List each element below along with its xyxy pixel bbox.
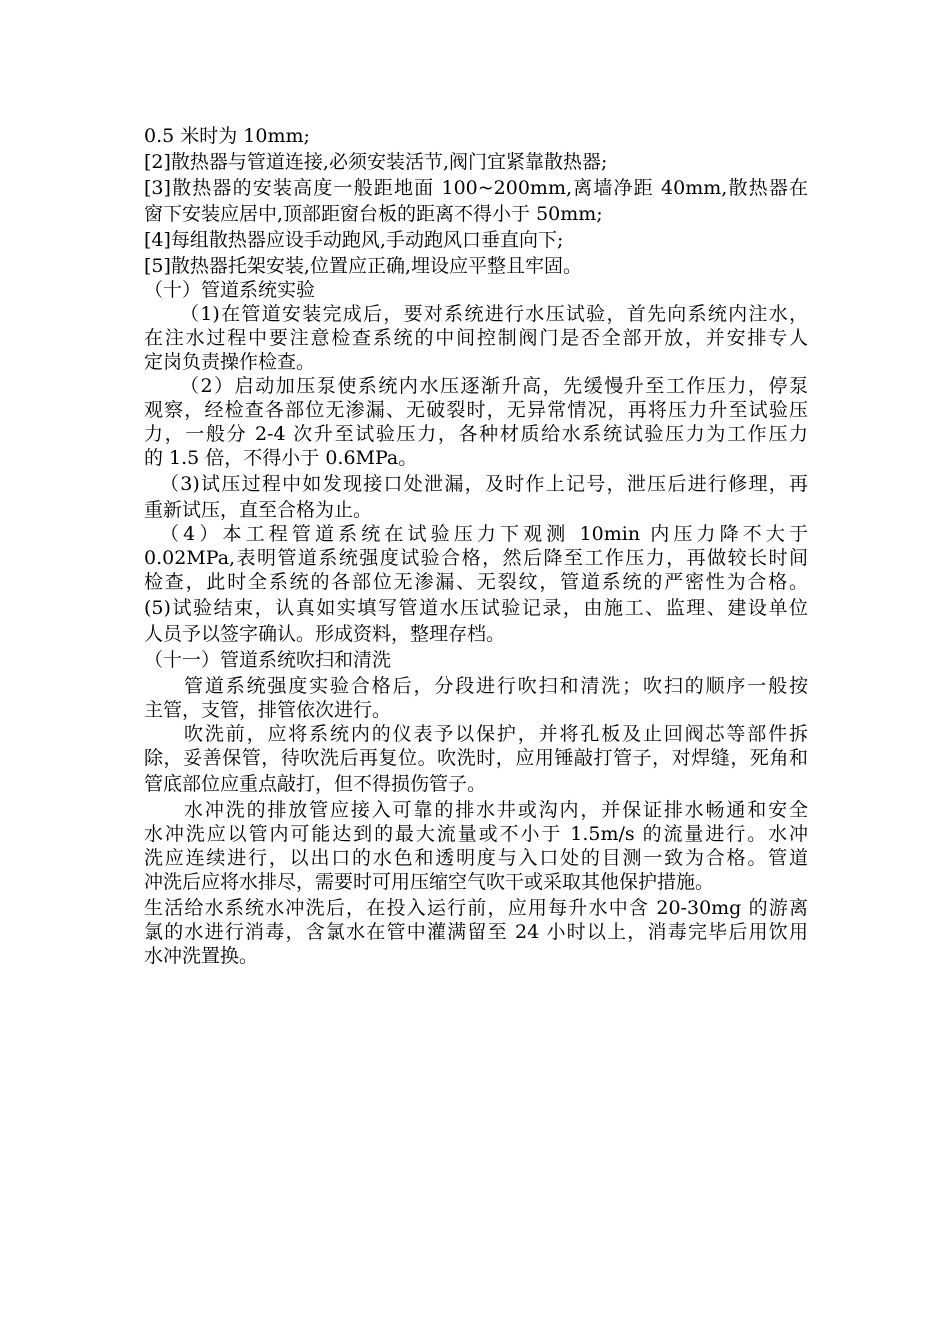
- text-line: 在注水过程中要注意检查系统的中间控制阀门是否全部开放，并安排专人: [144, 327, 808, 349]
- text-line: 力，一般分 2-4 次升至试验压力，各种材质给水系统试验压力为工作压力: [144, 423, 808, 445]
- text-line: 除，妥善保管，待吹洗后再复位。吹洗时，应用锤敲打管子，对焊缝，死角和: [144, 747, 808, 769]
- text-line: 0.5 米时为 10mm;: [144, 125, 310, 147]
- text-line: 冲洗后应将水排尽，需要时可用压缩空气吹干或采取其他保护措施。: [144, 871, 715, 893]
- text-line: 窗下安装应居中,顶部距窗台板的距离不得小于 50mm;: [144, 203, 603, 225]
- text-line: 吹洗前，应将系统内的仪表予以保护，并将孔板及止回阀芯等部件拆: [184, 723, 808, 745]
- text-line: [3]散热器的安装高度一般距地面 100~200mm,离墙净距 40mm,散热器在: [144, 177, 808, 199]
- text-line: （2）启动加压泵使系统内水压逐渐升高，先缓慢升至工作压力，停泵: [180, 375, 808, 397]
- text-line: 管底部位应重点敲打，但不得损伤管子。: [144, 773, 487, 795]
- text-line: 检查，此时全系统的各部位无渗漏、无裂纹，管道系统的严密性为合格。: [144, 571, 808, 593]
- text-line: 水冲洗应以管内可能达到的最大流量或不小于 1.5m/s 的流量进行。水冲: [144, 823, 808, 845]
- section-heading: （十）管道系统实验: [144, 279, 316, 301]
- text-line: [5]散热器托架安装,位置应正确,埋设应平整且牢固。: [144, 255, 582, 277]
- text-line: 氯的水进行消毒，含氯水在管中灌满留至 24 小时以上，消毒完毕后用饮用: [144, 921, 808, 943]
- text-line: （4）本工程管道系统在试验压力下观测 10min 内压力降不大于: [160, 523, 808, 545]
- text-line: 主管，支管，排管依次进行。: [144, 699, 392, 721]
- text-line: 0.02MPa,表明管道系统强度试验合格，然后降至工作压力，再做较长时间: [144, 547, 808, 569]
- text-line: (5)试验结束，认真如实填写管道水压试验记录，由施工、监理、建设单位: [144, 597, 808, 619]
- text-line: 水冲洗置换。: [144, 945, 259, 967]
- text-line: （3)试压过程中如发现接口处泄漏，及时作上记号，泄压后进行修理，再: [160, 473, 808, 495]
- text-line: 生活给水系统水冲洗后，在投入运行前，应用每升水中含 20-30mg 的游离: [144, 897, 808, 919]
- text-line: 人员予以签字确认。形成资料，整理存档。: [144, 623, 506, 645]
- text-line: [2]散热器与管道连接,必须安装活节,阀门宜紧靠散热器;: [144, 151, 608, 173]
- text-line: 的 1.5 倍，不得小于 0.6MPa。: [144, 447, 418, 469]
- text-line: 观察，经检查各部位无渗漏、无破裂时，无异常情况，再将压力升至试验压: [144, 399, 808, 421]
- text-line: 水冲洗的排放管应接入可靠的排水井或沟内，并保证排水畅通和安全: [184, 799, 808, 821]
- text-line: 定岗负责操作检查。: [144, 351, 316, 373]
- text-line: （1)在管道安装完成后，要对系统进行水压试验，首先向系统内注水，: [180, 303, 808, 325]
- section-heading: （十一）管道系统吹扫和清洗: [144, 649, 392, 671]
- text-line: 管道系统强度实验合格后，分段进行吹扫和清洗；吹扫的顺序一般按: [184, 675, 808, 697]
- text-line: 重新试压，直至合格为止。: [144, 499, 373, 521]
- text-line: [4]每组散热器应设手动跑风,手动跑风口垂直向下;: [144, 229, 564, 251]
- text-line: 洗应连续进行，以出口的水色和透明度与入口处的目测一致为合格。管道: [144, 847, 808, 869]
